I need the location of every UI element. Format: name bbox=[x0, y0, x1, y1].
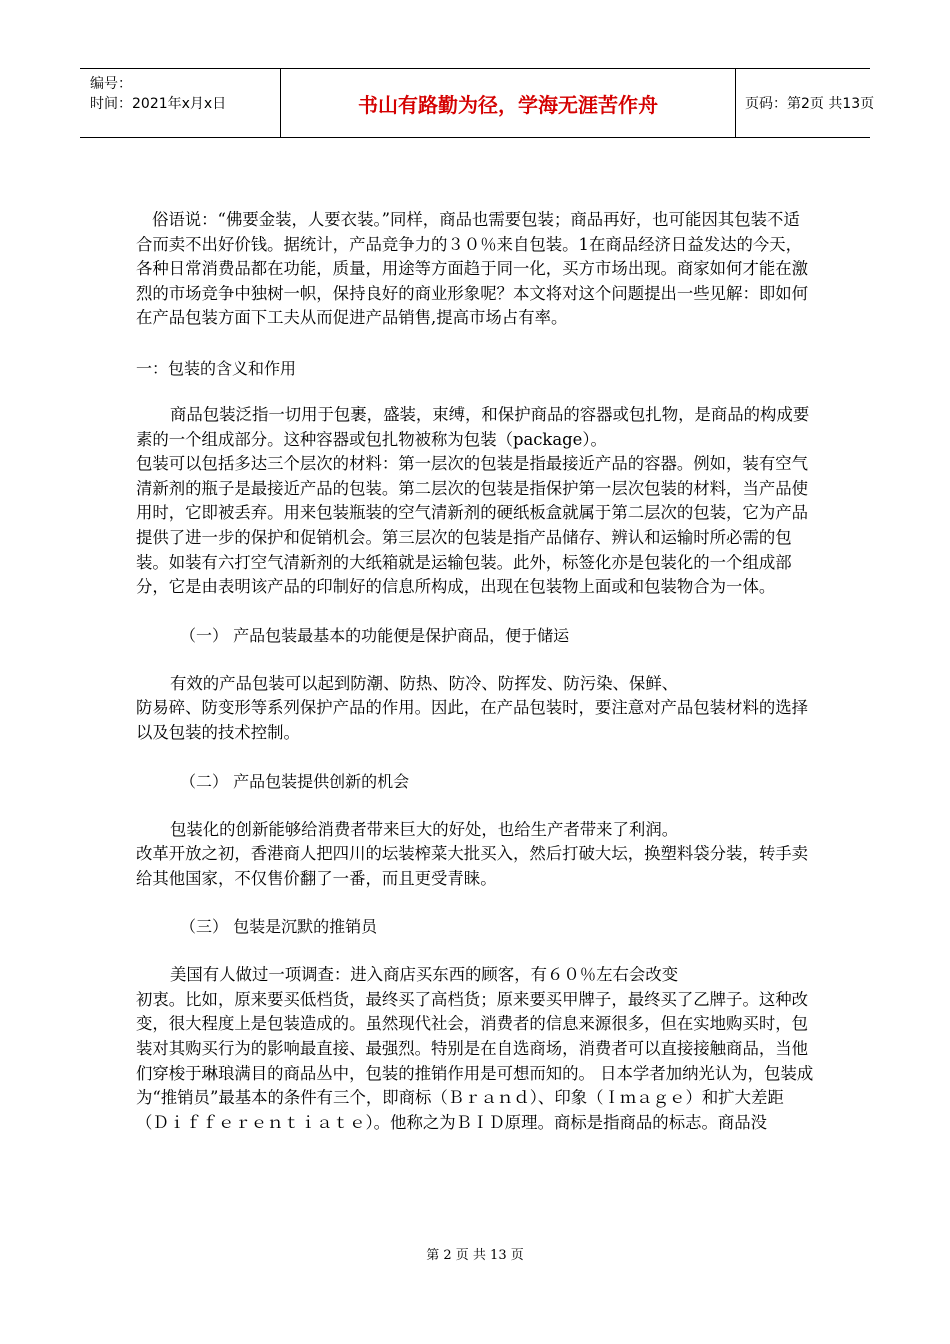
subsection-heading: （二） 产品包装提供创新的机会 bbox=[180, 771, 410, 791]
paragraph-text: 美国有人做过一项调查：进入商店买东西的顾客，有６０％左右会改变 bbox=[170, 965, 679, 985]
header-motto: 书山有路勤为径，学海无涯苦作舟 bbox=[280, 69, 736, 137]
document-body bbox=[136, 208, 814, 1135]
page-header bbox=[80, 68, 875, 138]
subsection-paragraph bbox=[136, 672, 814, 746]
header-meta bbox=[80, 69, 280, 137]
section-paragraph bbox=[136, 403, 814, 600]
subsection-heading: （三） 包装是沉默的推销员 bbox=[180, 917, 378, 937]
doc-code-label: 编号： bbox=[90, 76, 132, 92]
subsection-heading: （一） 产品包装最基本的功能便是保护商品，便于储运 bbox=[180, 625, 570, 645]
paragraph-text: 商品包装泛指一切用于包裹，盛装，束缚，和保护商品的容器或包扎物，是商品的构成要素的一个组成部分。这种容器或包扎物被称为包装（package）。 bbox=[136, 404, 810, 449]
paragraph-text: 包装可以包括多达三个层次的材料：第一层次的包装是指最接近产品的容器。例如，装有空气清新剂的瓶子是最接近产品的包装。第二层次的包装是指保护第一层次包装的材料，当产品使用时，它即被丢弃。用来包装瓶装的空气清新剂的硬纸板盒就属于第二层次的包装，它为产品提供了进一步的保护和促销机会。第三层次的包装是指产品储存、辨认和运输时所必需的包装。如装有六打空气清新剂的大纸箱就是运输包装。此外，标签化亦是包装化的一个组成部分，它是由表明该产品的印制好的信息所构成，出现在包装物上面或和包装物合为一体。 bbox=[136, 454, 809, 597]
paragraph-text: 改革开放之初，香港商人把四川的坛装榨菜大批买入，然后打破大坛，换塑料袋分装，转手卖给其他国家，不仅售价翻了一番，而且更受青睐。 bbox=[136, 844, 809, 888]
subsection-paragraph bbox=[136, 818, 814, 892]
paragraph-text: 有效的产品包装可以起到防潮、防热、防冷、防挥发、防污染、保鲜、 bbox=[170, 673, 679, 693]
header-page-info: 页码：第2页 共13页 bbox=[745, 96, 875, 112]
section-heading: 一：包装的含义和作用 bbox=[136, 358, 297, 378]
paragraph-text: 初衷。比如，原来要买低档货，最终买了高档货；原来要买甲牌子，最终买了乙牌子。这种改变，很大程度上是包装造成的。虽然现代社会，消费者的信息来源很多，但在实地购买时，包装对其购买行为的影响最直接、最强烈。特别是在自选商场，消费者可以直接接触商品，当他们穿梭于琳琅满目的商品丛中，包装的推销作用是可想而知的。 日本学者加纳光认为，包装成为“推销员”最基本的条件有三个，即商标（Ｂｒａｎｄ）、印象（Ｉｍａｇｅ）和扩大差距（Ｄｉｆｆｅｒｅｎｔｉａｔｅ）。他称之为ＢＩＤ原理。商标是指商品的标志。商品没 bbox=[136, 989, 814, 1132]
paragraph-text: 包装化的创新能够给消费者带来巨大的好处，也给生产者带来了利润。 bbox=[170, 819, 679, 839]
page-footer: 第 2 页 共 13 页 bbox=[426, 1248, 524, 1263]
subsection-paragraph bbox=[136, 963, 814, 1135]
intro-paragraph: 俗语说：“佛要金装，人要衣装。”同样，商品也需要包装；商品再好，也可能因其包装不适合而卖不出好价钱。据统计，产品竞争力的３０％来自包装。1在商品经济日益发达的今天，各种日常消费品都在功能，质量，用途等方面趋于同一化，买方市场出现。商家如何才能在激烈的市场竞争中独树一帜，保持良好的商业形象呢？本文将对这个问题提出一些见解：即如何在产品包装方面下工夫从而促进产品销售,提高市场占有率。 bbox=[136, 210, 809, 328]
paragraph-text: 防易碎、防变形等系列保护产品的作用。因此，在产品包装时，要注意对产品包装材料的选择以及包装的技术控制。 bbox=[136, 698, 809, 742]
doc-date-label: 时间：2021年x月x日 bbox=[90, 96, 227, 112]
